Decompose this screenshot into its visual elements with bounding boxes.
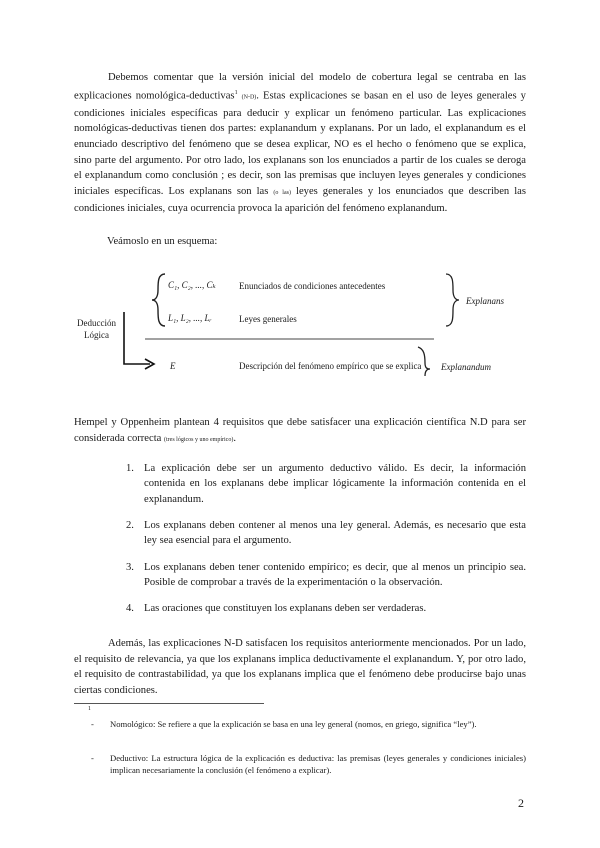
requirements-list <box>126 461 526 627</box>
requirement-number: 2. <box>126 520 134 532</box>
requirement-item-1 <box>126 461 526 507</box>
requirements-small-note: (tres lógicos y uno empírico) <box>164 436 234 443</box>
intro-paragraph <box>74 70 526 217</box>
requirement-number: 3. <box>126 561 134 573</box>
requirement-text: Los explanans deben contener al menos una ley general. Además, es necesario que esta ley sea esencial para el argumento. <box>144 520 526 547</box>
requirement-number: 1. <box>126 463 134 474</box>
requirement-text: La explicación debe ser un argumento deductivo válido. Es decir, la información contenida en los explanans debe implicar lógicamente la información contenida en el explanandum. <box>144 463 526 505</box>
schema-lead-in: Veámoslo en un esquema: <box>107 236 218 247</box>
page-number: 2 <box>518 796 524 810</box>
footnote-reference[interactable]: 1 <box>234 89 238 96</box>
nd-abbreviation: (N-D) <box>241 94 257 101</box>
laws-symbols: L₁, L₂, ..., Lᵣ <box>168 313 212 323</box>
laws-label: Leyes generales <box>239 314 297 324</box>
footnote-text: Deductivo: La estructura lógica de la explicación es deductiva: las premisas (leyes generales y condiciones iniciales) implican necesariamente la conclusión (el fenómeno a explicar). <box>110 753 526 776</box>
intro-text-part2: . Estas explicaciones se basan en el uso de leyes generales y condiciones iniciales específicas para deducir y explicar un fenómeno particular. Las explicaciones nomológicas-deductivas tienen dos partes: explanandum y explanans. Por un lado, el explanandum es el enunciado descriptivo del fenómeno que se desea explicar, NO es el hecho o fenómeno que se explica, sino parte del argumento. Por otro lado, los explanans son los enunciados a partir de los cuales se deroga el explanandum como conclusión ; es decir, son las premisas que incluyen leyes generales y condiciones iniciales específicas. Los explanans son las <box>74 90 526 197</box>
deduction-label-line2: Lógica <box>84 330 109 340</box>
requirements-intro-text: Hempel y Oppenheim plantean 4 requisitos que debe satisfacer una explicación científica N.D para ser considerada correcta <box>74 417 526 444</box>
conditions-symbols: C₁, C₂, ..., Cₖ <box>168 280 216 290</box>
deduction-label-line1: Deducción <box>77 318 116 328</box>
requirements-intro-end: . <box>233 432 236 444</box>
requirement-item-2 <box>126 518 526 549</box>
deduction-arrow-line <box>124 312 150 364</box>
requirement-number: 4. <box>126 603 134 615</box>
explanans-label: Explanans <box>466 296 504 306</box>
requirement-text: Los explanans deben tener contenido empírico; es decir, que al menos un principio sea. Posible de comprobar a través de la experimentación o la observación. <box>144 561 526 589</box>
footnote-nomologico <box>74 718 526 730</box>
footnote-deductivo <box>74 752 526 777</box>
explanandum-label: Explanandum <box>441 362 491 372</box>
inline-small-note: (o las) <box>273 189 291 196</box>
nd-schema-diagram <box>0 262 600 382</box>
footnote-text: Nomológico: Se refiere a que la explicación se basa en una ley general (nomos, en griego, significa “ley”). <box>110 719 477 729</box>
e-symbol: E <box>170 361 176 371</box>
conditions-label: Enunciados de condiciones antecedentes <box>239 281 386 291</box>
footnote-dash: - <box>91 753 94 763</box>
right-brace-explanans <box>446 274 459 326</box>
requirement-text: Las oraciones que constituyen los explanans deben ser verdaderas. <box>144 603 427 615</box>
footnote-mark: 1 <box>88 706 91 712</box>
requirement-item-4 <box>126 601 526 616</box>
requirements-intro-paragraph <box>74 415 526 448</box>
left-curly-brace <box>152 274 165 326</box>
footnote-separator <box>74 703 264 704</box>
e-label: Descripción del fenómeno empírico que se explica <box>239 361 422 371</box>
conclusion-paragraph: Además, las explicaciones N-D satisfacen los requisitos anteriormente mencionados. Por un lado, el requisito de relevancia, ya que los explanans implica deductivamente el explanandum. Y, por otro lado, el requisito de contrastabilidad, ya que los explanans implica que el fenómeno debe producirse bajo unas ciertas condiciones. <box>74 638 526 696</box>
footnote-dash: - <box>91 719 94 729</box>
requirement-item-3 <box>126 560 526 591</box>
intro-text-part3: leyes generales y los enunciados que describen las condiciones iniciales, cuya ocurrencia provoca la aparición del fenómeno explanandum. <box>74 185 526 215</box>
intro-text-part1: Debemos comentar que la versión inicial del modelo de cobertura legal se centraba en las explicaciones nomológica-deductivas <box>74 72 526 102</box>
